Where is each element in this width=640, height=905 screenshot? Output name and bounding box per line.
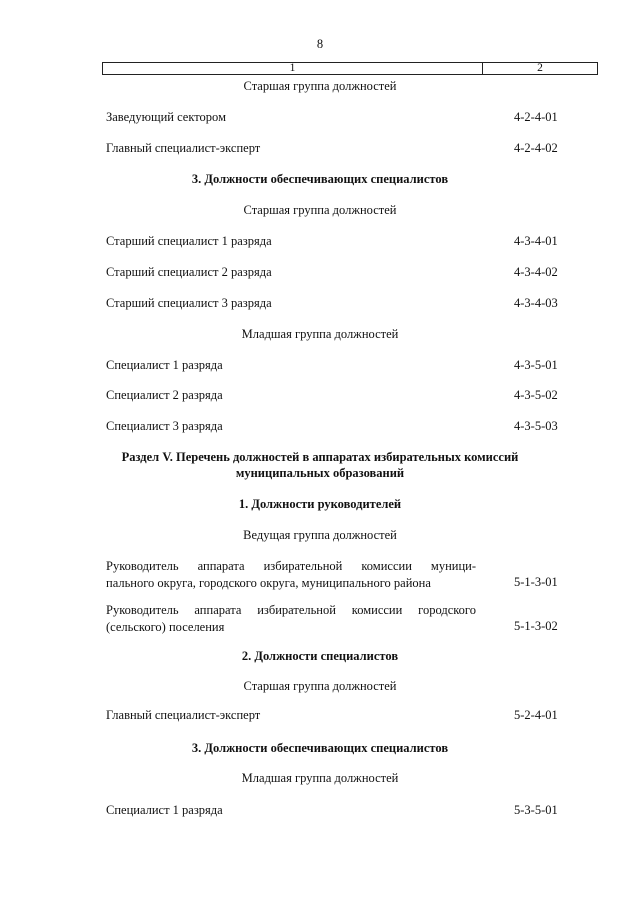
section-heading: 2. Должности специалистов: [241, 649, 399, 663]
section-heading: 1. Должности руководителей: [238, 497, 402, 511]
position-name-line-1: Руководитель аппарата избирательной комиссии муници-: [106, 559, 476, 573]
position-code: 4-2-4-01: [514, 110, 558, 124]
part-title-line-2: муниципальных образований: [235, 466, 405, 480]
position-code: 5-2-4-01: [514, 708, 558, 722]
position-code: 4-3-4-03: [514, 296, 558, 310]
position-code: 5-1-3-01: [514, 575, 558, 589]
group-heading-senior: Старшая группа должностей: [243, 679, 397, 693]
part-title-line-1: Раздел V. Перечень должностей в аппаратах избирательных комиссий: [121, 450, 519, 464]
position-name-line-2: пального округа, городского округа, муниципального района: [106, 576, 431, 590]
position-code: 4-3-4-02: [514, 265, 558, 279]
group-heading-leading: Ведущая группа должностей: [243, 528, 397, 542]
section-heading: 3. Должности обеспечивающих специалистов: [191, 172, 449, 186]
group-heading-senior: Старшая группа должностей: [243, 203, 397, 217]
section-heading: 3. Должности обеспечивающих специалистов: [191, 741, 449, 755]
position-name: Специалист 2 разряда: [106, 388, 223, 402]
group-heading-junior: Младшая группа должностей: [241, 327, 399, 341]
position-code: 4-3-5-01: [514, 358, 558, 372]
table-column-header: [102, 62, 598, 75]
position-name: Главный специалист-эксперт: [106, 708, 261, 722]
column-header-2: 2: [537, 62, 543, 74]
position-code: 4-3-4-01: [514, 234, 558, 248]
position-code: 4-2-4-02: [514, 141, 558, 155]
position-name-line-2: (сельского) поселения: [106, 620, 225, 634]
position-name: Старший специалист 1 разряда: [106, 234, 272, 248]
column-header-1: 1: [103, 63, 483, 74]
position-name-line-1: Руководитель аппарата избирательной комиссии городского: [106, 603, 476, 617]
position-name: [106, 558, 476, 592]
group-heading-junior: Младшая группа должностей: [241, 771, 399, 785]
position-code: 5-3-5-01: [514, 803, 558, 817]
position-name: Заведующий сектором: [106, 110, 226, 124]
position-name: Специалист 1 разряда: [106, 803, 223, 817]
position-name: Специалист 1 разряда: [106, 358, 223, 372]
position-name: [106, 602, 476, 636]
page-number: 8: [316, 37, 324, 51]
position-name: Старший специалист 2 разряда: [106, 265, 272, 279]
position-name: Старший специалист 3 разряда: [106, 296, 272, 310]
position-name: Специалист 3 разряда: [106, 419, 223, 433]
position-code: 5-1-3-02: [514, 619, 558, 633]
position-code: 4-3-5-02: [514, 388, 558, 402]
position-code: 4-3-5-03: [514, 419, 558, 433]
group-heading-senior: Старшая группа должностей: [243, 79, 397, 93]
position-name: Главный специалист-эксперт: [106, 141, 261, 155]
